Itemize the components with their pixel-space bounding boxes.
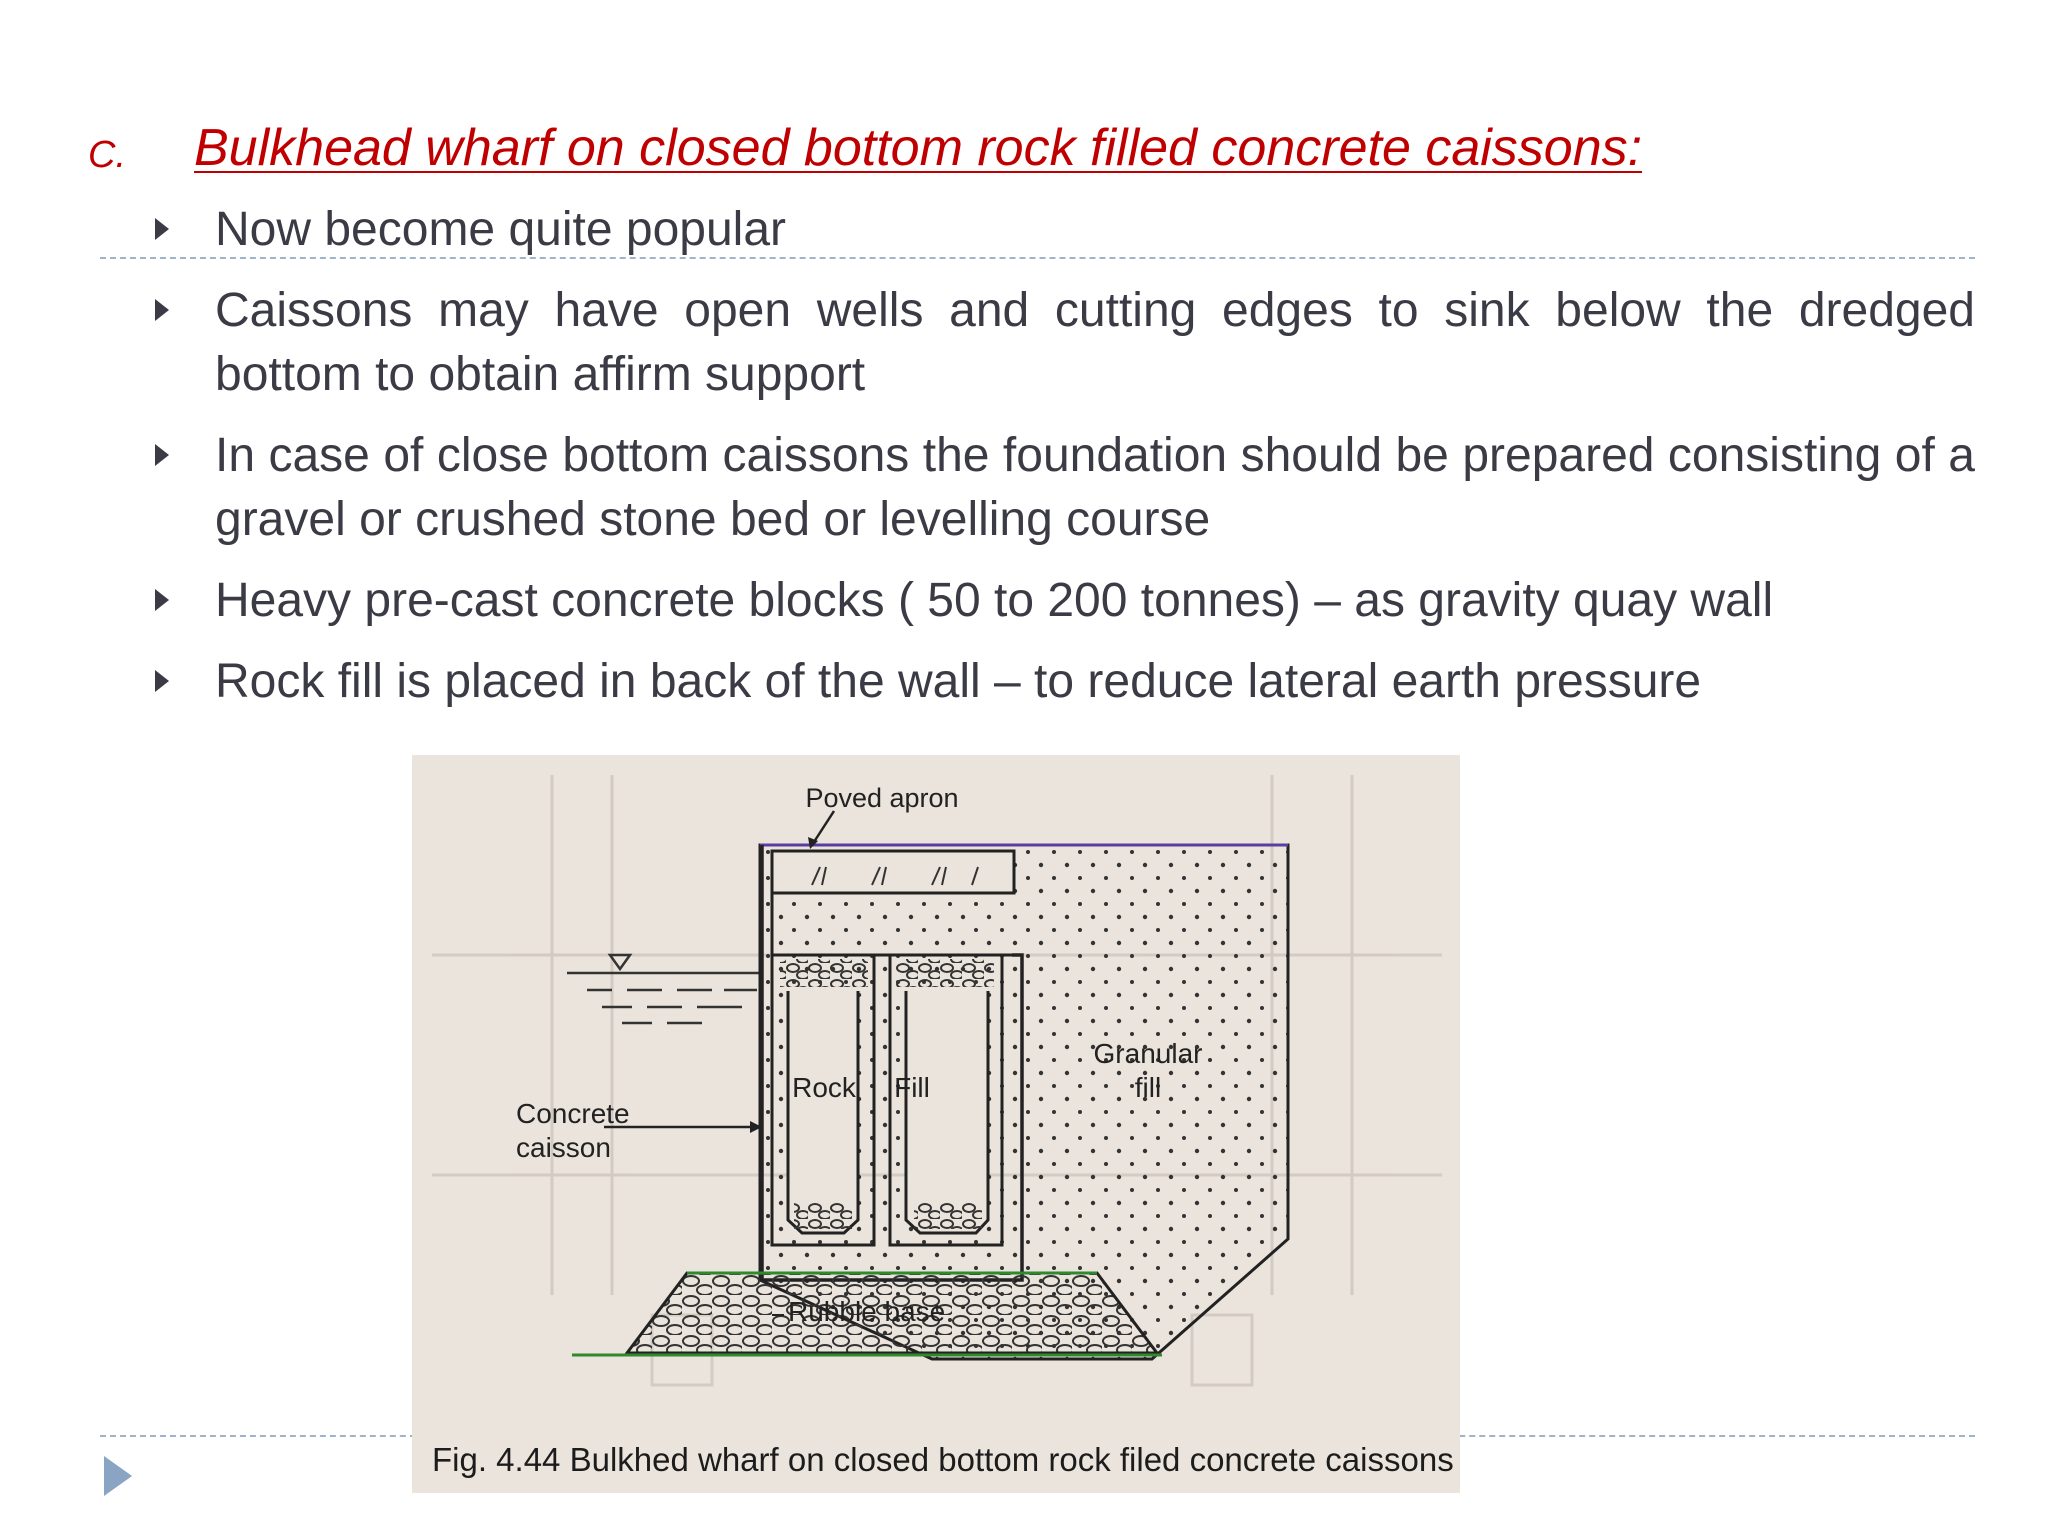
caisson-figure [412, 755, 1460, 1493]
bullet-item [150, 424, 1975, 552]
bullet-item [150, 569, 1975, 633]
label-granular-fill: fill [1134, 1072, 1162, 1103]
caisson-cell-right-inner [906, 991, 988, 1233]
bullet-text: Now become quite popular [215, 203, 787, 256]
bullet-arrow-icon [155, 299, 169, 321]
rock-fill-bottom-left [794, 1203, 852, 1229]
rock-fill-bottom-right [914, 1203, 982, 1229]
heading-letter: C. [88, 134, 126, 176]
bullet-arrow-icon [155, 589, 169, 611]
bullet-item [150, 650, 1975, 714]
caisson-cell-left-inner [788, 991, 858, 1233]
rock-fill-top-right [896, 959, 994, 987]
heading-title: Bulkhead wharf on closed bottom rock filled concrete caissons: [194, 119, 1643, 177]
label-paved-apron: Poved apron [805, 783, 959, 813]
bullet-item [150, 279, 1975, 407]
paved-apron [772, 851, 1014, 893]
figure-caption: Fig. 4.44 Bulkhed wharf on closed bottom rock filed concrete caissons [432, 1441, 1454, 1478]
label-rock: Rock [792, 1072, 856, 1103]
slide-corner-arrow-icon [104, 1456, 132, 1496]
label-granular: Granular [1093, 1038, 1203, 1069]
bullet-arrow-icon [155, 670, 169, 692]
bullet-arrow-icon [155, 444, 169, 466]
bullet-arrow-icon [155, 218, 169, 240]
caisson-diagram [412, 755, 1460, 1493]
bullet-item [150, 198, 1975, 262]
label-fill: Fill [894, 1072, 930, 1103]
bullet-text: Caissons may have open wells and cutting edges to sink below the dredged bottom to obtain affirm support [215, 284, 1975, 401]
rock-fill-top-left [780, 959, 868, 987]
label-rubble-base: Rubble base [788, 1296, 946, 1327]
label-concrete: Concrete [516, 1098, 630, 1129]
bullet-text: Rock fill is placed in back of the wall – to reduce lateral earth pressure [215, 655, 1702, 708]
bullet-text: In case of close bottom caissons the foundation should be prepared consisting of a gravel or crushed stone bed or levelling course [215, 429, 1975, 546]
bullet-list [150, 198, 1975, 731]
bullet-text: Heavy pre-cast concrete blocks ( 50 to 200 tonnes) – as gravity quay wall [215, 574, 1774, 627]
label-caisson: caisson [516, 1132, 611, 1163]
water-surface [567, 973, 760, 1023]
apron-leader [812, 811, 834, 845]
